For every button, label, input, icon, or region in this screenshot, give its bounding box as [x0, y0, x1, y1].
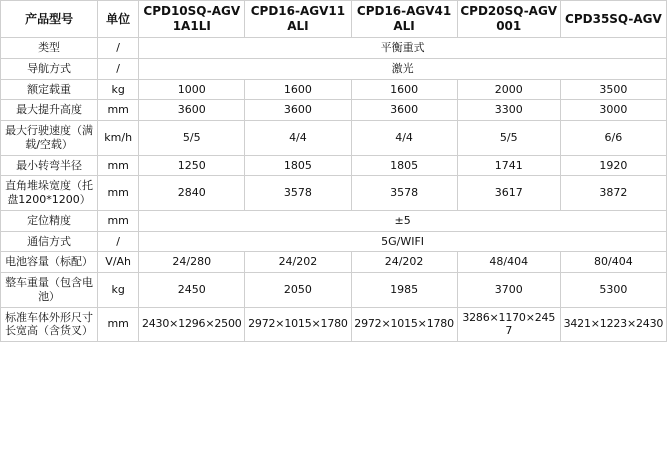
table-row — [1, 252, 667, 273]
parameter-value: 3000 — [560, 100, 666, 121]
parameter-value: 3600 — [351, 100, 457, 121]
table-row — [1, 273, 667, 308]
parameter-value: 1000 — [139, 79, 245, 100]
parameter-value: 24/202 — [351, 252, 457, 273]
parameter-value: 48/404 — [457, 252, 560, 273]
parameter-name: 额定载重 — [1, 79, 98, 100]
parameter-value: 1805 — [245, 155, 351, 176]
parameter-value: 3578 — [351, 176, 457, 211]
table-body — [1, 1, 667, 342]
parameter-value: 2840 — [139, 176, 245, 211]
parameter-unit: / — [98, 38, 139, 59]
parameter-value: 2050 — [245, 273, 351, 308]
parameter-unit: V/Ah — [98, 252, 139, 273]
parameter-value: 2972×1015×1780 — [351, 307, 457, 342]
parameter-value: 4/4 — [245, 121, 351, 156]
parameter-value: 1600 — [351, 79, 457, 100]
parameter-value: 1805 — [351, 155, 457, 176]
parameter-name: 整车重量（包含电池） — [1, 273, 98, 308]
parameter-value: 5/5 — [457, 121, 560, 156]
parameter-unit: mm — [98, 176, 139, 211]
parameter-value: 1920 — [560, 155, 666, 176]
parameter-value: 80/404 — [560, 252, 666, 273]
table-header-row — [1, 1, 667, 38]
parameter-value: 3421×1223×2430 — [560, 307, 666, 342]
parameter-name: 最大提升高度 — [1, 100, 98, 121]
parameter-value: 4/4 — [351, 121, 457, 156]
parameter-value: 3600 — [139, 100, 245, 121]
parameter-unit: / — [98, 231, 139, 252]
table-row — [1, 38, 667, 59]
table-row — [1, 155, 667, 176]
table-row — [1, 79, 667, 100]
table-row — [1, 231, 667, 252]
parameter-value: 24/202 — [245, 252, 351, 273]
parameter-name: 最小转弯半径 — [1, 155, 98, 176]
table-row — [1, 100, 667, 121]
parameter-unit: km/h — [98, 121, 139, 156]
column-header: CPD20SQ-AGV001 — [457, 1, 560, 38]
parameter-name: 通信方式 — [1, 231, 98, 252]
parameter-unit: / — [98, 58, 139, 79]
parameter-value: 3286×1170×2457 — [457, 307, 560, 342]
parameter-value: 3700 — [457, 273, 560, 308]
parameter-unit: kg — [98, 79, 139, 100]
parameter-value: 2000 — [457, 79, 560, 100]
parameter-value: 2972×1015×1780 — [245, 307, 351, 342]
parameter-name: 类型 — [1, 38, 98, 59]
parameter-value: 3578 — [245, 176, 351, 211]
parameter-unit: kg — [98, 273, 139, 308]
parameter-value: 5/5 — [139, 121, 245, 156]
parameter-value: 平衡重式 — [139, 38, 667, 59]
column-header: 单位 — [98, 1, 139, 38]
column-header: CPD16-AGV41ALI — [351, 1, 457, 38]
parameter-value: 1600 — [245, 79, 351, 100]
parameter-value: 1250 — [139, 155, 245, 176]
table-row — [1, 210, 667, 231]
parameter-unit: mm — [98, 155, 139, 176]
parameter-name: 电池容量（标配） — [1, 252, 98, 273]
parameter-name: 直角堆垛宽度（托盘1200*1200） — [1, 176, 98, 211]
parameter-value: 3500 — [560, 79, 666, 100]
table-row — [1, 58, 667, 79]
parameter-value: 3300 — [457, 100, 560, 121]
parameter-name: 最大行驶速度（满载/空载） — [1, 121, 98, 156]
parameter-name: 导航方式 — [1, 58, 98, 79]
column-header: CPD35SQ-AGV — [560, 1, 666, 38]
parameter-value: 3617 — [457, 176, 560, 211]
parameter-name: 标准车体外形尺寸长宽高（含货叉） — [1, 307, 98, 342]
column-header: CPD16-AGV11ALI — [245, 1, 351, 38]
parameter-value: ±5 — [139, 210, 667, 231]
table-row — [1, 121, 667, 156]
parameter-unit: mm — [98, 100, 139, 121]
parameter-value: 5300 — [560, 273, 666, 308]
parameter-unit: mm — [98, 307, 139, 342]
parameter-name: 定位精度 — [1, 210, 98, 231]
column-header: CPD10SQ-AGV1A1LI — [139, 1, 245, 38]
parameter-value: 1985 — [351, 273, 457, 308]
parameter-value: 2430×1296×2500 — [139, 307, 245, 342]
parameter-value: 1741 — [457, 155, 560, 176]
table-row — [1, 307, 667, 342]
parameter-value: 6/6 — [560, 121, 666, 156]
parameter-unit: mm — [98, 210, 139, 231]
parameter-value: 24/280 — [139, 252, 245, 273]
parameter-value: 5G/WIFI — [139, 231, 667, 252]
parameter-value: 3872 — [560, 176, 666, 211]
parameter-value: 激光 — [139, 58, 667, 79]
parameter-value: 2450 — [139, 273, 245, 308]
parameter-value: 3600 — [245, 100, 351, 121]
column-header: 产品型号 — [1, 1, 98, 38]
table-row — [1, 176, 667, 211]
